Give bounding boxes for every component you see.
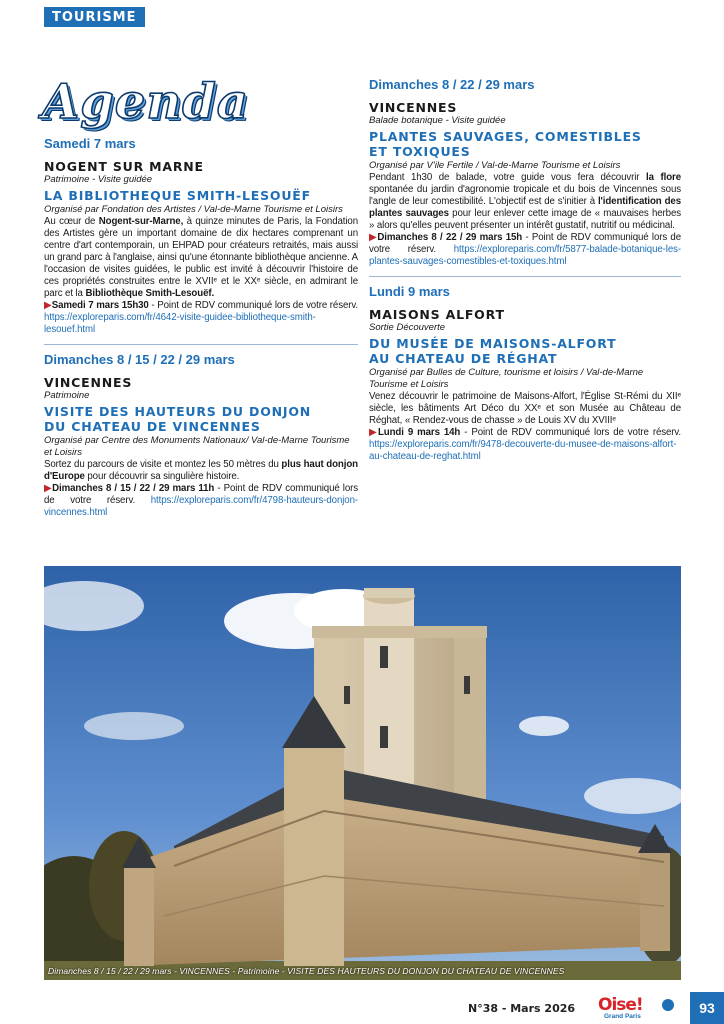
event-description: Sortez du parcours de visite et montez les 50 mètres du plus haut donjon d'Europe pour découvrir sa singulière histoire. [44, 459, 358, 482]
arrow-icon: ▶ [44, 483, 53, 494]
photo-chateau-vincennes [44, 566, 681, 980]
issue-number: N°38 - Mars 2026 [468, 1002, 576, 1015]
right-column [369, 76, 681, 463]
event-city: VINCENNES [369, 100, 458, 115]
event-date: Samedi 7 mars [44, 136, 136, 151]
event-category: Patrimoine [44, 390, 90, 401]
event-description: Pendant 1h30 de balade, votre guide vous fera découvrir la flore spontanée du jardin d'agronomie tropicale et du bois de Vincennes sous l'angle de leur comestibilité. L'objectif est de s'initier à l'identification des plantes sauvages pour leur enlever cette image de « mauvaises herbes » alors qu'elles peuvent présenter un intérêt gustatif, nutritif ou médicinal. [369, 172, 681, 231]
section-rubric: TOURISME [44, 7, 145, 27]
event-title: VISITE DES HAUTEURS DU DONJON DU CHATEAU DE VINCENNES [44, 404, 312, 434]
event-organizer: Organisé par Bulles de Culture, tourisme et loisirs / Val-de-Marne Tourisme et Loisirs [369, 367, 644, 390]
divider [44, 344, 358, 345]
arrow-icon: ▶ [369, 427, 378, 438]
event-organizer: Organisé par Centre des Monuments Nationaux/ Val-de-Marne Tourisme et Loisirs [44, 435, 350, 458]
logo-bubble-icon [662, 999, 674, 1011]
event-city: MAISONS ALFORT [369, 307, 505, 322]
agenda-title: Agenda [42, 74, 249, 130]
event-city: NOGENT SUR MARNE [44, 159, 204, 174]
event-title: LA BIBLIOTHEQUE SMITH-LESOUËF [44, 188, 311, 203]
event-link[interactable]: https://exploreparis.com/fr/4798-hauteurs-donjon-vincennes.html [44, 495, 358, 518]
logo-wordmark: Oise! [598, 995, 643, 1015]
event-link[interactable]: https://exploreparis.com/fr/5877-balade-botanique-les-plantes-sauvages-comestibles-et-toxiques.html [369, 244, 681, 267]
event-date: Lundi 9 mars [369, 284, 450, 299]
event-category: Balade botanique - Visite guidée [369, 115, 506, 126]
event-category: Patrimoine - Visite guidée [44, 174, 153, 185]
page-number: 93 [690, 992, 724, 1024]
event-donjon [44, 351, 358, 519]
event-description: Au cœur de Nogent-sur-Marne, à quinze minutes de Paris, la Fondation des Artistes gère un important domaine de dix hectares comprenant un centre d'art contemporain, un EHPAD pour créateurs retraités, mais aussi un grand parc à l'anglaise, ainsi qu'une étonnante bibliothèque ancienne. A l'occasion de visites guidées, le public est invité à découvrir l'histoire de ces propriétés construites entre le XVIIᵉ et le XXᵉ siècle, en admirant le parc et la Bibliothèque Smith-Lesouëf. [44, 216, 358, 299]
event-date: Dimanches 8 / 22 / 29 mars [369, 77, 535, 92]
magazine-logo [598, 996, 680, 1022]
event-category: Sortie Découverte [369, 322, 446, 333]
event-city: VINCENNES [44, 375, 133, 390]
event-organizer: Organisé par Fondation des Artistes / Val-de-Marne Tourisme et Loisirs [44, 204, 343, 215]
event-date: Dimanches 8 / 15 / 22 / 29 mars [44, 352, 235, 367]
arrow-icon: ▶ [44, 300, 52, 311]
event-link[interactable]: https://exploreparis.com/fr/9478-decouverte-du-musee-de-maisons-alfort-au-chateau-de-reghat.html [369, 439, 677, 462]
divider [369, 276, 681, 277]
event-title: DU MUSÉE DE MAISONS-ALFORT AU CHATEAU DE RÉGHAT [369, 336, 617, 366]
left-column [44, 135, 358, 519]
event-organizer: Organisé par V'ile Fertile / Val-de-Marne Tourisme et Loisirs [369, 160, 621, 171]
event-description: Venez découvrir le patrimoine de Maisons-Alfort, l'Église St-Rémi du XIIᵉ siècle, les bâtiments Art Déco du XXᵉ et son Musée au Château de Réghat, « Rendez-vous de chasse » de Louis XV du XVIIIᵉ [369, 391, 681, 426]
event-title: PLANTES SAUVAGES, COMESTIBLES ET TOXIQUES [369, 129, 642, 159]
event-practical-info: ▶Lundi 9 mars 14h - Point de RDV communiqué lors de votre réserv. https://exploreparis.com/fr/9478-decouverte-du-musee-de-maisons-alfort-au-chateau-de-reghat.html [369, 427, 682, 462]
event-link[interactable]: https://exploreparis.com/fr/4642-visite-guidee-bibliotheque-smith-lesouef.html [44, 312, 316, 335]
event-nogent [44, 135, 358, 336]
event-practical-info: ▶Dimanches 8 / 22 / 29 mars 15h - Point de RDV communiqué lors de votre réserv. https://exploreparis.com/fr/5877-balade-botanique-les-plantes-sauvages-comestibles-et-toxiques.html [369, 232, 682, 267]
photo-caption: Dimanches 8 / 15 / 22 / 29 mars - VINCENNES - Patrimoine - VISITE DES HAUTEURS DU DONJON DU CHATEAU DE VINCENNES [48, 966, 565, 976]
event-practical-info: ▶Samedi 7 mars 15h30 - Point de RDV communiqué lors de votre réserv. https://exploreparis.com/fr/4642-visite-guidee-bibliotheque-smith-lesouef.html [44, 300, 358, 335]
event-practical-info: ▶Dimanches 8 / 15 / 22 / 29 mars 11h - Point de RDV communiqué lors de votre réserv. https://exploreparis.com/fr/4798-hauteurs-donjon-vincennes.html [44, 483, 358, 518]
event-maisons-alfort [369, 283, 681, 463]
logo-subtitle: Grand Paris [604, 1013, 641, 1020]
arrow-icon: ▶ [369, 232, 378, 243]
event-plantes [369, 76, 681, 268]
